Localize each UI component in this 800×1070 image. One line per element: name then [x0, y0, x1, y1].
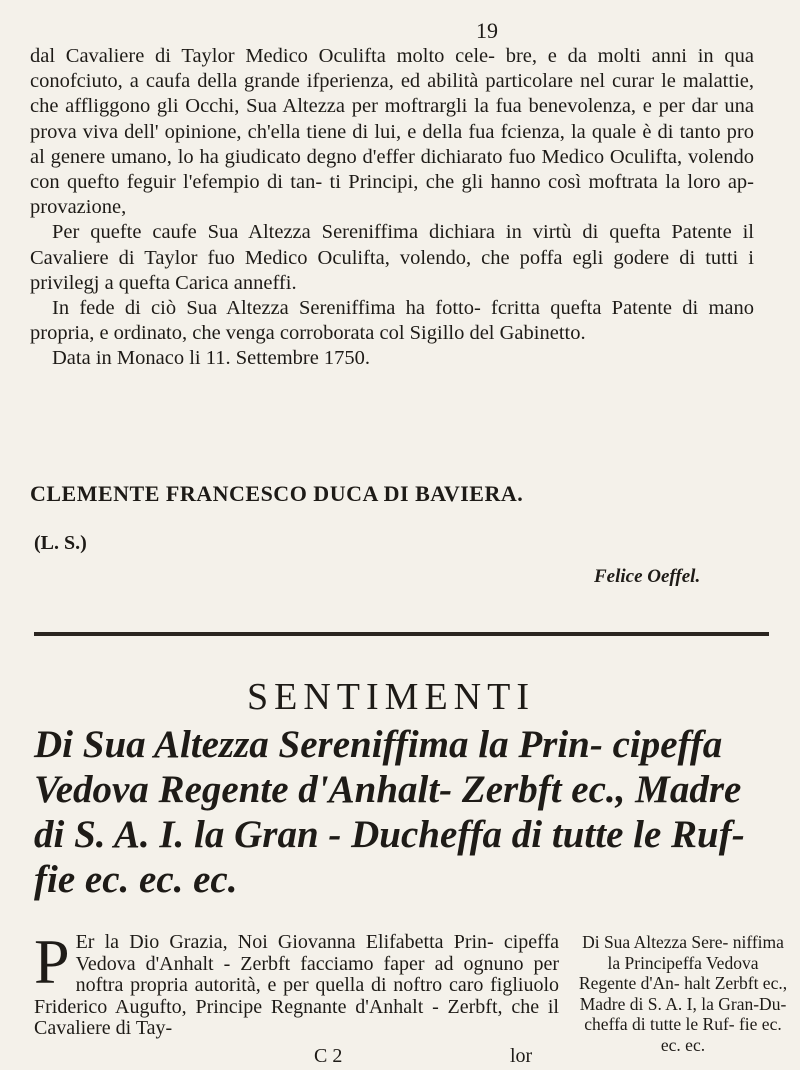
final-paragraph — [34, 926, 559, 1040]
page-number: 19 — [476, 18, 498, 43]
paragraph-2: Per quefte caufe Sua Altezza Sereniffima dichiara in virtù di quefta Patente il Cavaliere di Taylor fuo Medico Oculifta, volendo, che poffa egli godere di tutti i privilegj a quefta Carica anneffi. — [30, 221, 754, 294]
countersignature: Felice Oeffel. — [594, 566, 701, 587]
section-subtitle: Di Sua Altezza Sereniffima la Prin- cipeffa Vedova Regente d'Anhalt- Zerbft ec., Madre di S. A. I. la Gran - Ducheffa di tutte le Ruf- fie ec. ec. ec. — [34, 723, 745, 901]
body-text — [30, 44, 754, 372]
signature: CLEMENTE FRANCESCO DUCA DI BAVIERA. — [30, 481, 524, 506]
paragraph-date: Data in Monaco li 11. Settembre 1750. — [52, 347, 371, 370]
seal-mark: (L. S.) — [34, 532, 87, 554]
section-title: SENTIMENTI — [247, 676, 535, 718]
paragraph-1: dal Cavaliere di Taylor Medico Oculifta molto cele- bre, e da molti anni in qua conofciuto, a caufa della grande ifperienza, ed abilità particolare nel curar le malattie, che affliggono gli Occhi, Sua Altezza per moftrargli la fua benevolenza, e per dar una prova viva dell' opinione, ch'ella tiene di lui, e della fua fcienza, la quale è di tanto pro al genere umano, lo ha giudicato degno d'effer dichiarato fuo Medico Oculifta, volendo con quefto feguir l'efempio di tan- ti Principi, che gli hanno così moftrata la loro ap- provazione, — [30, 45, 754, 219]
paragraph-3: In fede di ciò Sua Altezza Sereniffima ha fotto- fcritta quefta Patente di mano propria, e ordinato, che venga corroborata col Sigillo del Gabinetto. — [30, 297, 754, 345]
catchword: lor — [510, 1045, 533, 1067]
margin-note: Di Sua Altezza Sere- niffima la Principeffa Vedova Regente d'An- halt Zerbft ec., Madre di S. A. I, la Gran-Du- cheffa di tutte le Ruf- fie ec. ec. ec. — [578, 932, 788, 1055]
final-paragraph-text: Er la Dio Grazia, Noi Giovanna Elifabetta Prin- cipeffa Vedova d'Anhalt - Zerbft facciamo faper ad ognuno per noftra propria autorità, e per quella di noftro caro figliuolo Friderico Augufto, Principe Regnante d'Anhalt - Zerbft, che il Cavaliere di Tay- — [34, 931, 559, 1039]
divider-rule — [34, 632, 769, 636]
signature-mark: C 2 — [314, 1045, 343, 1067]
drop-cap: P — [34, 926, 70, 997]
